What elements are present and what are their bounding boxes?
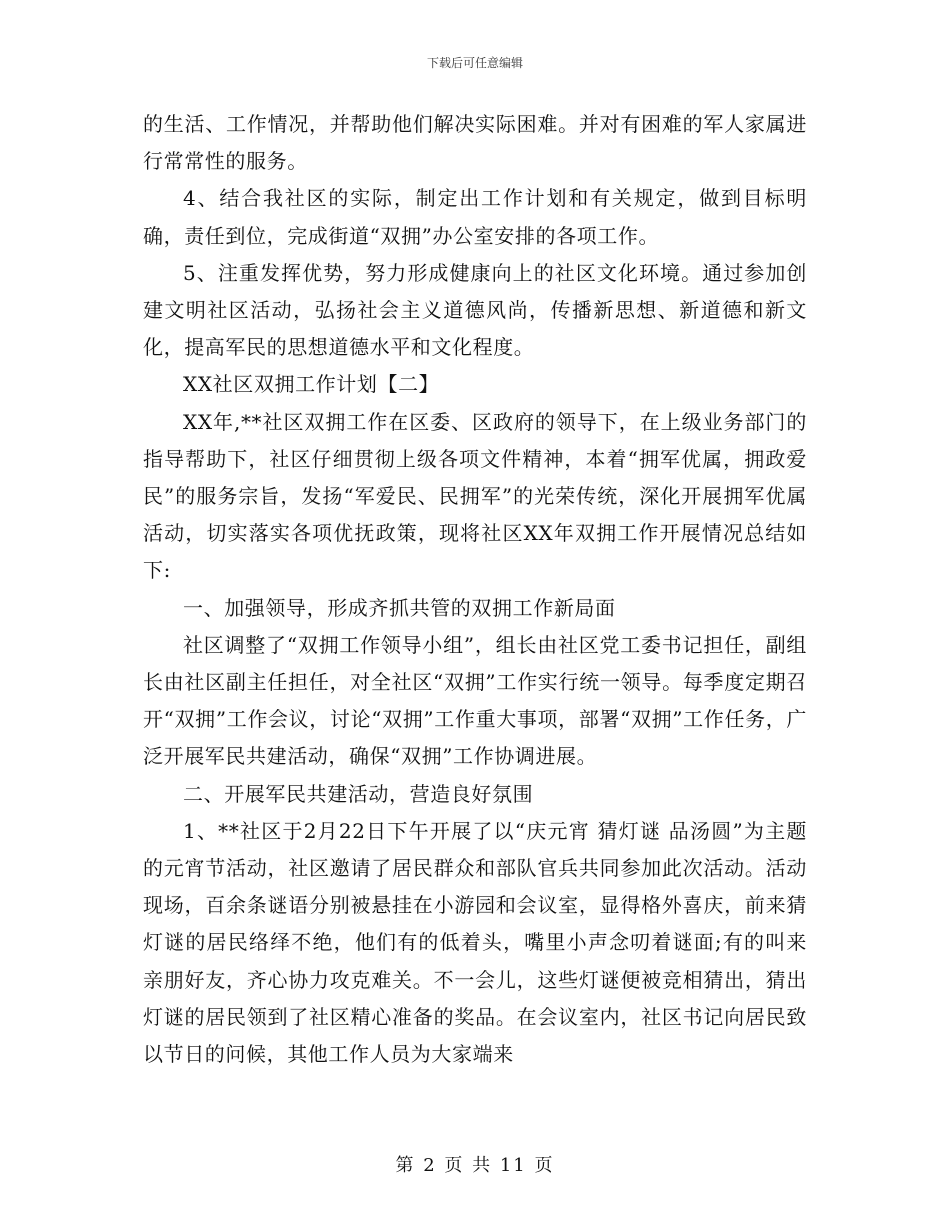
paragraph-lantern-festival: 1、**社区于2月22日下午开展了以“庆元宵 猜灯谜 品汤圆”为主题的元宵节活动，社区邀请了居民群众和部队官兵共同参加此次活动。活动现场，百余条谜语分别被悬挂在小游园和会议室，显得格外喜庆，前来猜灯谜的居民络绎不绝，他们有的低着头，嘴里小声念叨着谜面;有的叫来亲朋好友，齐心协力攻克难关。不一会儿，这些灯谜便被竞相猜出，猜出灯谜的居民领到了社区精心准备的奖品。在会议室内，社区书记向居民致以节日的问候，其他工作人员为大家端来: [143, 818, 807, 1067]
heading-joint-activities: 二、开展军民共建活动，营造良好氛围: [183, 781, 534, 806]
document-body: [143, 106, 807, 1073]
paragraph-1: 的生活、工作情况，并帮助他们解决实际困难。并对有困难的军人家属进行常常性的服务。: [143, 112, 807, 174]
page-number: 第 2 页 共 11 页: [395, 1155, 555, 1176]
download-edit-note: 下载后可任意编辑: [426, 56, 523, 70]
heading-strengthen-leadership: 一、加强领导，形成齐抓共管的双拥工作新局面: [183, 595, 616, 620]
paragraph-2: 4、结合我社区的实际，制定出工作计划和有关规定，做到目标明确，责任到位，完成街道“双拥”办公室安排的各项工作。: [143, 186, 807, 248]
section-title-plan-two: XX社区双拥工作计划【二】: [183, 372, 440, 397]
paragraph-leadership-group: 社区调整了“双拥工作领导小组”，组长由社区党工委书记担任，副组长由社区副主任担任，对全社区“双拥”工作实行统一领导。每季度定期召开“双拥”工作会议，讨论“双拥”工作重大事项，部署“双拥”工作任务，广泛开展军民共建活动，确保“双拥”工作协调进展。: [143, 632, 807, 769]
paragraph-3: 5、注重发挥优势，努力形成健康向上的社区文化环境。通过参加创建文明社区活动，弘扬社会主义道德风尚，传播新思想、新道德和新文化，提高军民的思想道德水平和文化程度。: [143, 260, 807, 360]
paragraph-summary-intro: XX年,**社区双拥工作在区委、区政府的领导下，在上级业务部门的指导帮助下，社区仔细贯彻上级各项文件精神，本着“拥军优属，拥政爱民”的服务宗旨，发扬“军爱民、民拥军”的光荣传统，深化开展拥军优属活动，切实落实各项优抚政策，现将社区XX年双拥工作开展情况总结如下:: [143, 409, 807, 583]
